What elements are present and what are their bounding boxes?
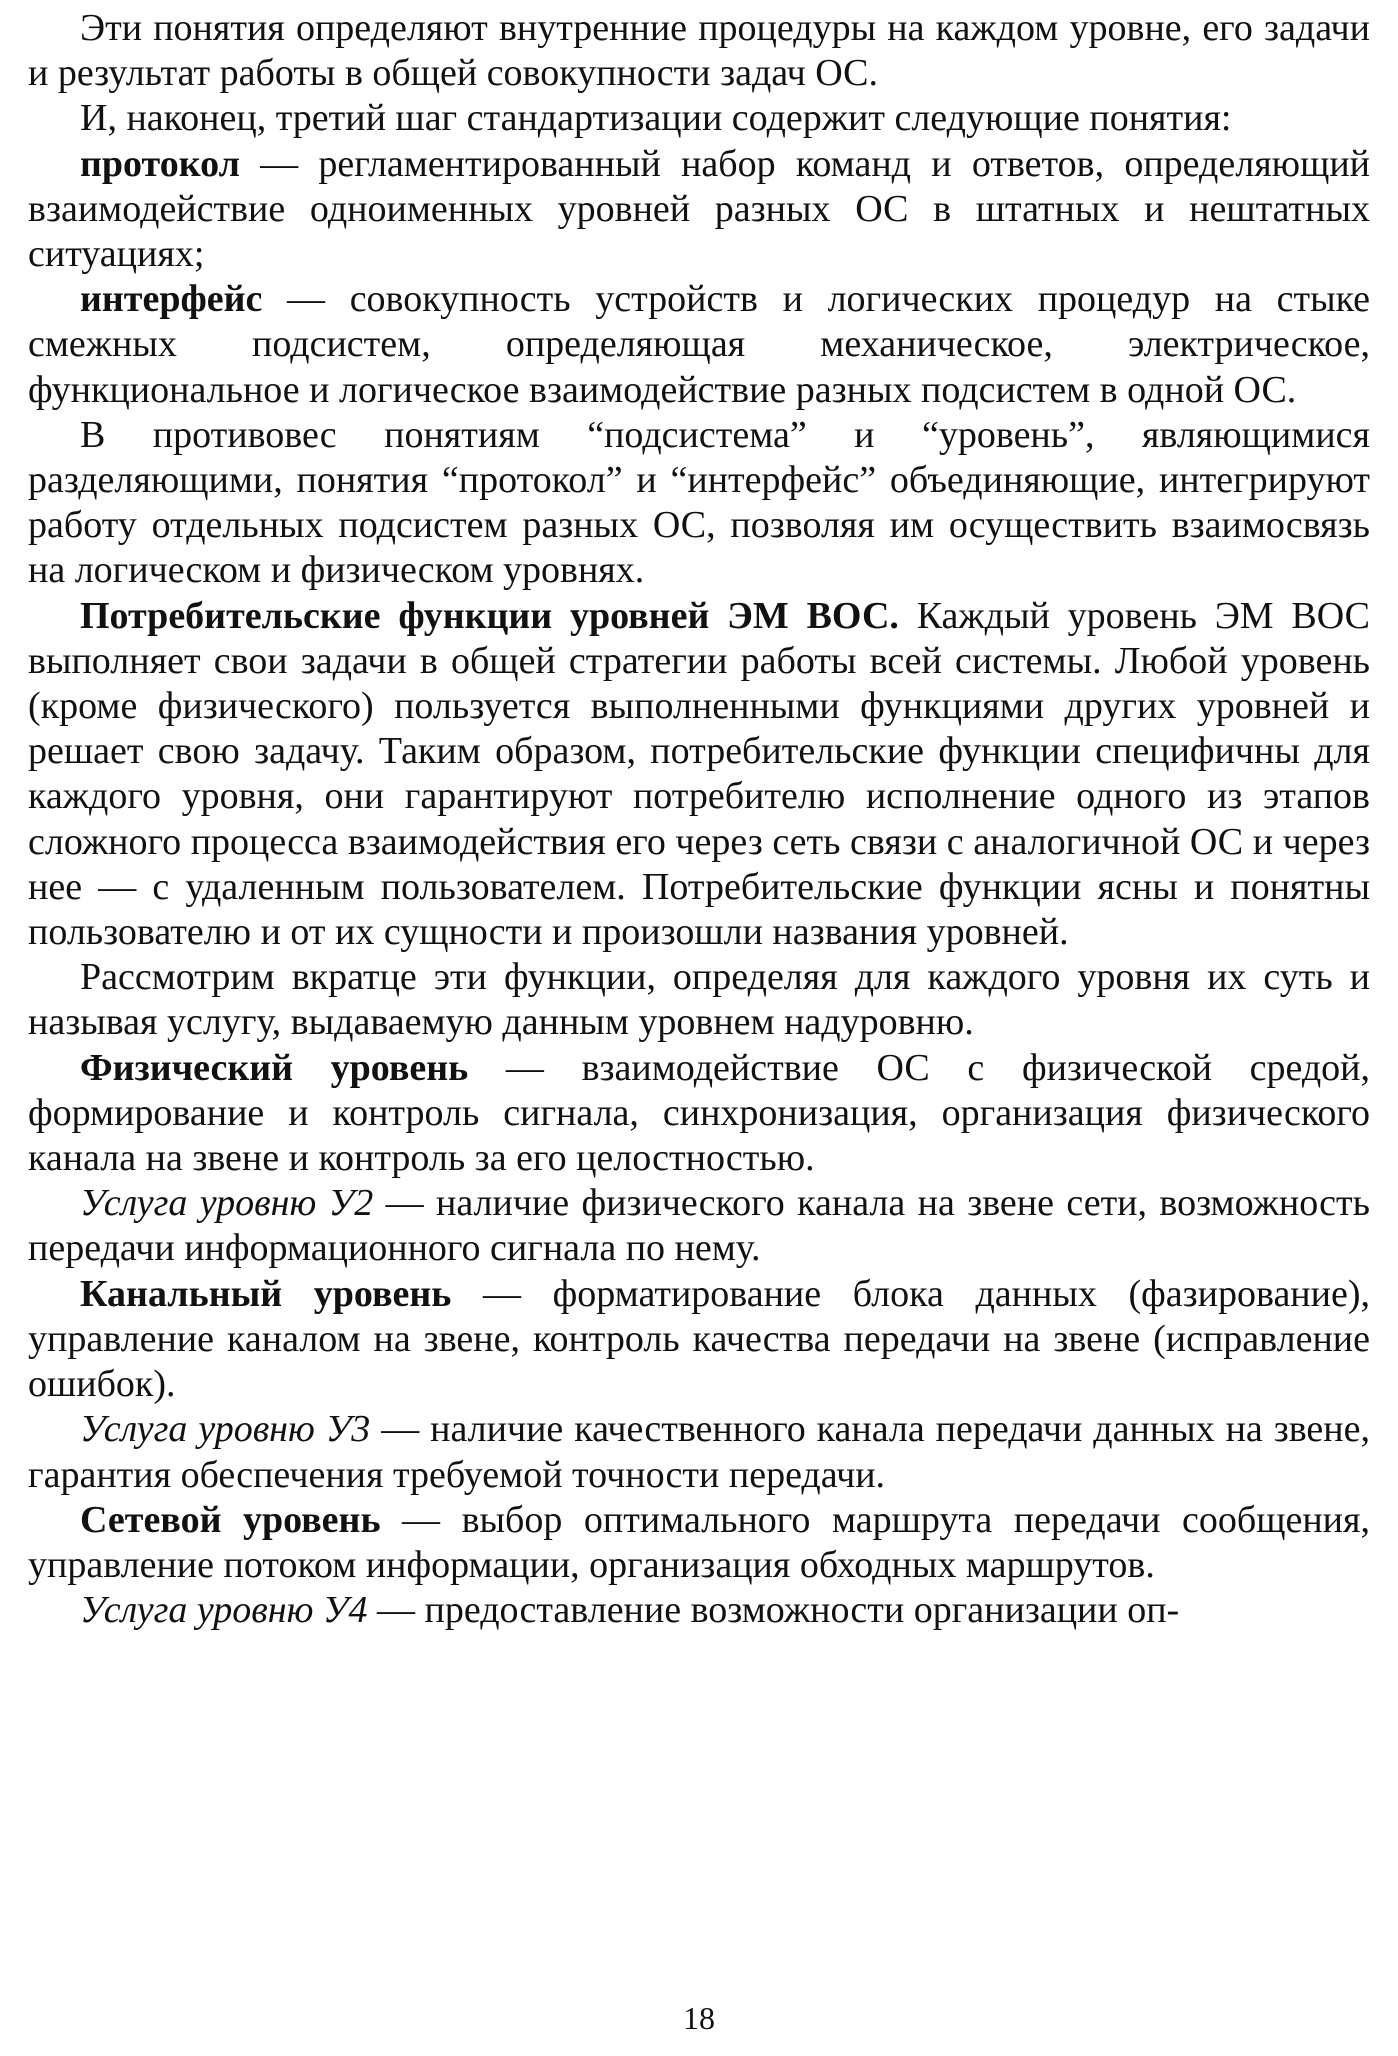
section-heading: Потребительские функции уровней ЭМ ВОС. <box>80 594 899 637</box>
definition-text: — форматирование блока данных (фазирование), управление каналом на звене, контроль качества передачи на звене (исправление ошибок). <box>28 1272 1370 1406</box>
service-text: — предоставление возможности организации оп- <box>367 1589 1180 1632</box>
paragraph-text: Рассмотрим вкратце эти функции, определяя для каждого уровня их суть и называя услугу, выдаваемую данным уровнем надуровню. <box>28 956 1370 1044</box>
section-consumer-functions <box>28 594 1370 956</box>
service-u4 <box>28 1588 1370 1633</box>
definition-network-level <box>28 1498 1370 1588</box>
term-channel-level: Канальный уровень <box>80 1272 452 1315</box>
paragraph-text: В противовес понятиям “подсистема” и “уровень”, являющимися разделяющими, понятия “протокол” и “интерфейс” объединяющие, интегрируют работу отдельных подсистем разных ОС, позволяя им осуществить взаимосвязь на логическом и физическом уровнях. <box>28 413 1370 592</box>
service-text: — наличие качественного канала передачи данных на звене, гарантия обеспечения требуемой точности передачи. <box>28 1408 1370 1496</box>
service-u3 <box>28 1407 1370 1497</box>
paragraph-1 <box>28 6 1370 96</box>
paragraph-5 <box>28 413 1370 594</box>
definition-text: — выбор оптимального маршрута передачи сообщения, управление потоком информации, организация обходных маршрутов. <box>28 1498 1370 1586</box>
definition-text: — совокупность устройств и логических процедур на стыке смежных подсистем, определяющая механическое, электрическое, функциональное и логическое взаимодействие разных подсистем в одной ОС. <box>28 278 1370 411</box>
page-number: 18 <box>683 2000 715 2036</box>
paragraph-7 <box>28 955 1370 1045</box>
definition-text: — взаимодействие ОС с физической средой, формирование и контроль сигнала, синхронизация, организация физического канала на звене и контроль за его целостностью. <box>28 1046 1370 1180</box>
definition-channel-level <box>28 1272 1370 1408</box>
definition-text: — регламентированный набор команд и ответов, определяющий взаимодействие одноименных уровней разных ОС в штатных и нештатных ситуациях; <box>28 142 1370 276</box>
term-physical-level: Физический уровень <box>80 1046 469 1089</box>
definition-interface <box>28 277 1370 413</box>
term-interface: интерфейс <box>80 278 263 321</box>
service-text: — наличие физического канала на звене сети, возможность передачи информационного сигнала по нему. <box>28 1182 1370 1270</box>
paragraph-text: И, наконец, третий шаг стандартизации содержит следующие понятия: <box>80 97 1232 140</box>
paragraph-text: Эти понятия определяют внутренние процедуры на каждом уровне, его задачи и результат работы в общей совокупности задач ОС. <box>28 7 1370 95</box>
term-protocol: протокол <box>80 142 240 185</box>
paragraph-text: Каждый уровень ЭМ ВОС выполняет свои задачи в общей стратегии работы всей системы. Любой уровень (кроме физического) пользуется выполненными функциями других уровней и решает свою задачу. Таким образом, потребительские функции специфичны для каждого уровня, они гарантируют потребителю исполнение одного из этапов сложного процесса взаимодействия его через сеть связи с аналогичной ОС и через нее — с удаленным пользователем. Потребительские функции ясны и понятны пользователю и от их сущности и произошли названия уровней. <box>28 594 1370 954</box>
definition-protocol <box>28 142 1370 278</box>
service-u2 <box>28 1181 1370 1271</box>
service-label: Услуга уровню У4 <box>80 1589 368 1632</box>
paragraph-2 <box>28 96 1370 141</box>
definition-physical-level <box>28 1046 1370 1182</box>
term-network-level: Сетевой уровень <box>80 1498 381 1541</box>
service-label: Услуга уровню У2 <box>80 1182 374 1225</box>
service-label: Услуга уровню У3 <box>80 1408 371 1451</box>
